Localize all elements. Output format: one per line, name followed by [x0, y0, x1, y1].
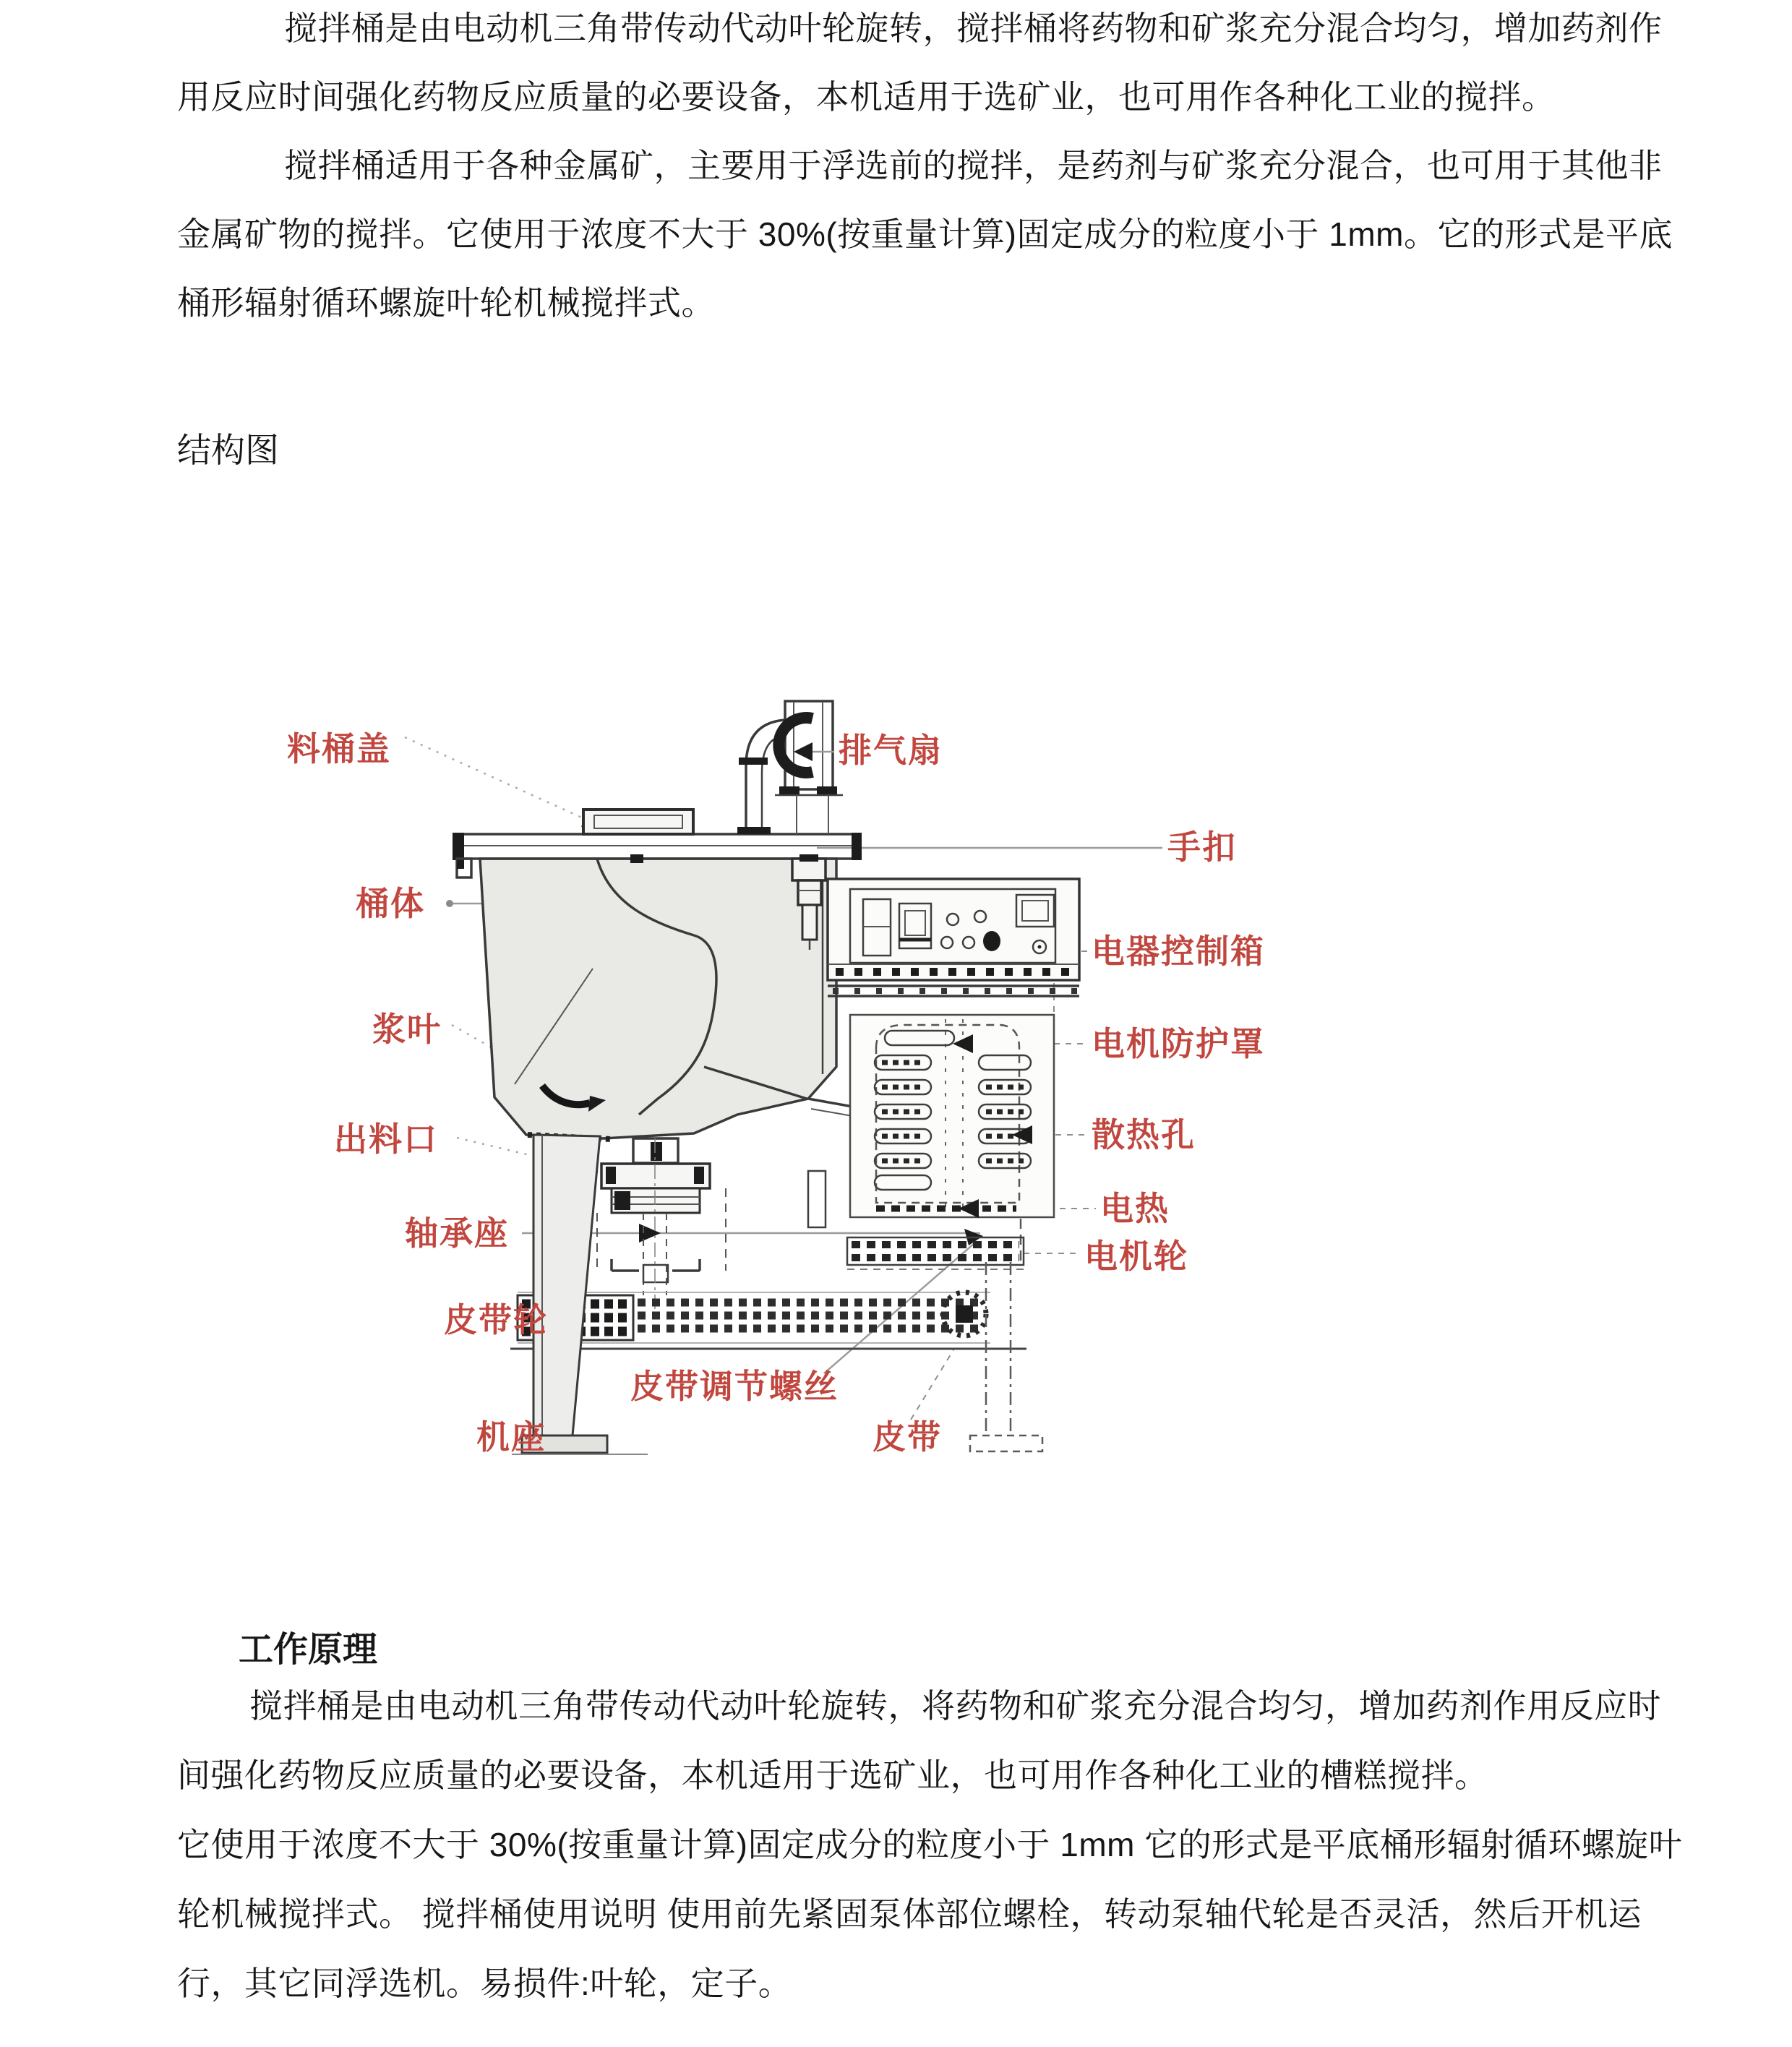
- label-paddle-blade: 浆叶: [372, 1010, 442, 1048]
- exhaust-fan: [737, 701, 843, 834]
- lid-handle: [583, 810, 693, 834]
- principle-line: 搅拌桶是由电动机三角带传动代动叶轮旋转，将药物和矿浆充分混合均匀，增加药剂作用反应时: [249, 1687, 1661, 1725]
- principle-line: 间强化药物反应质量的必要设备，本机适用于选矿业，也可用作各种化工业的槽糕搅拌。: [177, 1756, 1488, 1794]
- control-box: [828, 879, 1079, 996]
- mixing-barrel-diagram: [188, 665, 1287, 1489]
- principle-heading: 工作原理: [239, 1631, 378, 1669]
- intro-line: 桶形辐射循环螺旋叶轮机械搅拌式。: [177, 284, 715, 322]
- label-barrel-lid: 料桶盖: [287, 730, 391, 768]
- discharge-spout: [601, 1138, 710, 1213]
- figure-heading: 结构图: [177, 431, 279, 469]
- label-motor-wheel: 电机轮: [1084, 1237, 1188, 1275]
- label-belt: 皮带: [873, 1418, 942, 1456]
- foot-plate-right: [970, 1436, 1042, 1451]
- intro-line: 搅拌桶是由电动机三角带传动代动叶轮旋转，搅拌桶将药物和矿浆充分混合均匀，增加药剂作: [284, 9, 1663, 47]
- intro-line: 用反应时间强化药物反应质量的必要设备，本机适用于选矿业，也可用作各种化工业的搅拌。: [177, 78, 1556, 116]
- label-barrel-body: 桶体: [356, 885, 425, 922]
- label-bearing-seat: 轴承座: [405, 1214, 509, 1252]
- label-hand-latch: 手扣: [1167, 828, 1237, 866]
- label-electric-heat: 电热: [1100, 1190, 1170, 1227]
- label-motor-guard: 电机防护罩: [1092, 1025, 1265, 1063]
- principle-paragraphs: [177, 1671, 1739, 2018]
- structure-diagram: [188, 665, 1287, 1489]
- panel-button: [983, 931, 1000, 951]
- intro-paragraphs: [177, 0, 1695, 338]
- intro-line: 金属矿物的搅拌。它使用于浓度不大于 30%(按重量计算)固定成分的粒度小于 1mm。它的形式是平底: [177, 215, 1673, 253]
- motor-pulley: [847, 1237, 1024, 1269]
- label-exhaust-fan: 排气扇: [839, 731, 943, 769]
- label-belt-pulley: 皮带轮: [444, 1301, 548, 1339]
- label-vent-holes: 散热孔: [1092, 1116, 1196, 1154]
- barrel-body: [480, 859, 836, 1139]
- label-control-box: 电器控制箱: [1092, 932, 1265, 970]
- intro-line: 搅拌桶适用于各种金属矿，主要用于浮选前的搅拌，是药剂与矿浆充分混合，也可用于其他非: [284, 147, 1663, 184]
- label-discharge-port: 出料口: [334, 1120, 438, 1158]
- label-machine-base: 机座: [476, 1418, 546, 1456]
- principle-line: 它使用于浓度不大于 30%(按重量计算)固定成分的粒度小于 1mm 它的形式是平底桶形辐射循环螺旋叶: [177, 1826, 1683, 1863]
- motor-housing: [850, 1015, 1054, 1218]
- principle-line: 轮机械搅拌式。 搅拌桶使用说明 使用前先紧固泵体部位螺栓，转动泵轴代轮是否灵活，然后开机运: [177, 1895, 1642, 1933]
- label-belt-adjust-screw: 皮带调节螺丝: [630, 1368, 839, 1405]
- belt-assembly: [510, 1292, 1026, 1349]
- principle-line: 行，其它同浮选机。易损件:叶轮，定子。: [177, 1965, 792, 2002]
